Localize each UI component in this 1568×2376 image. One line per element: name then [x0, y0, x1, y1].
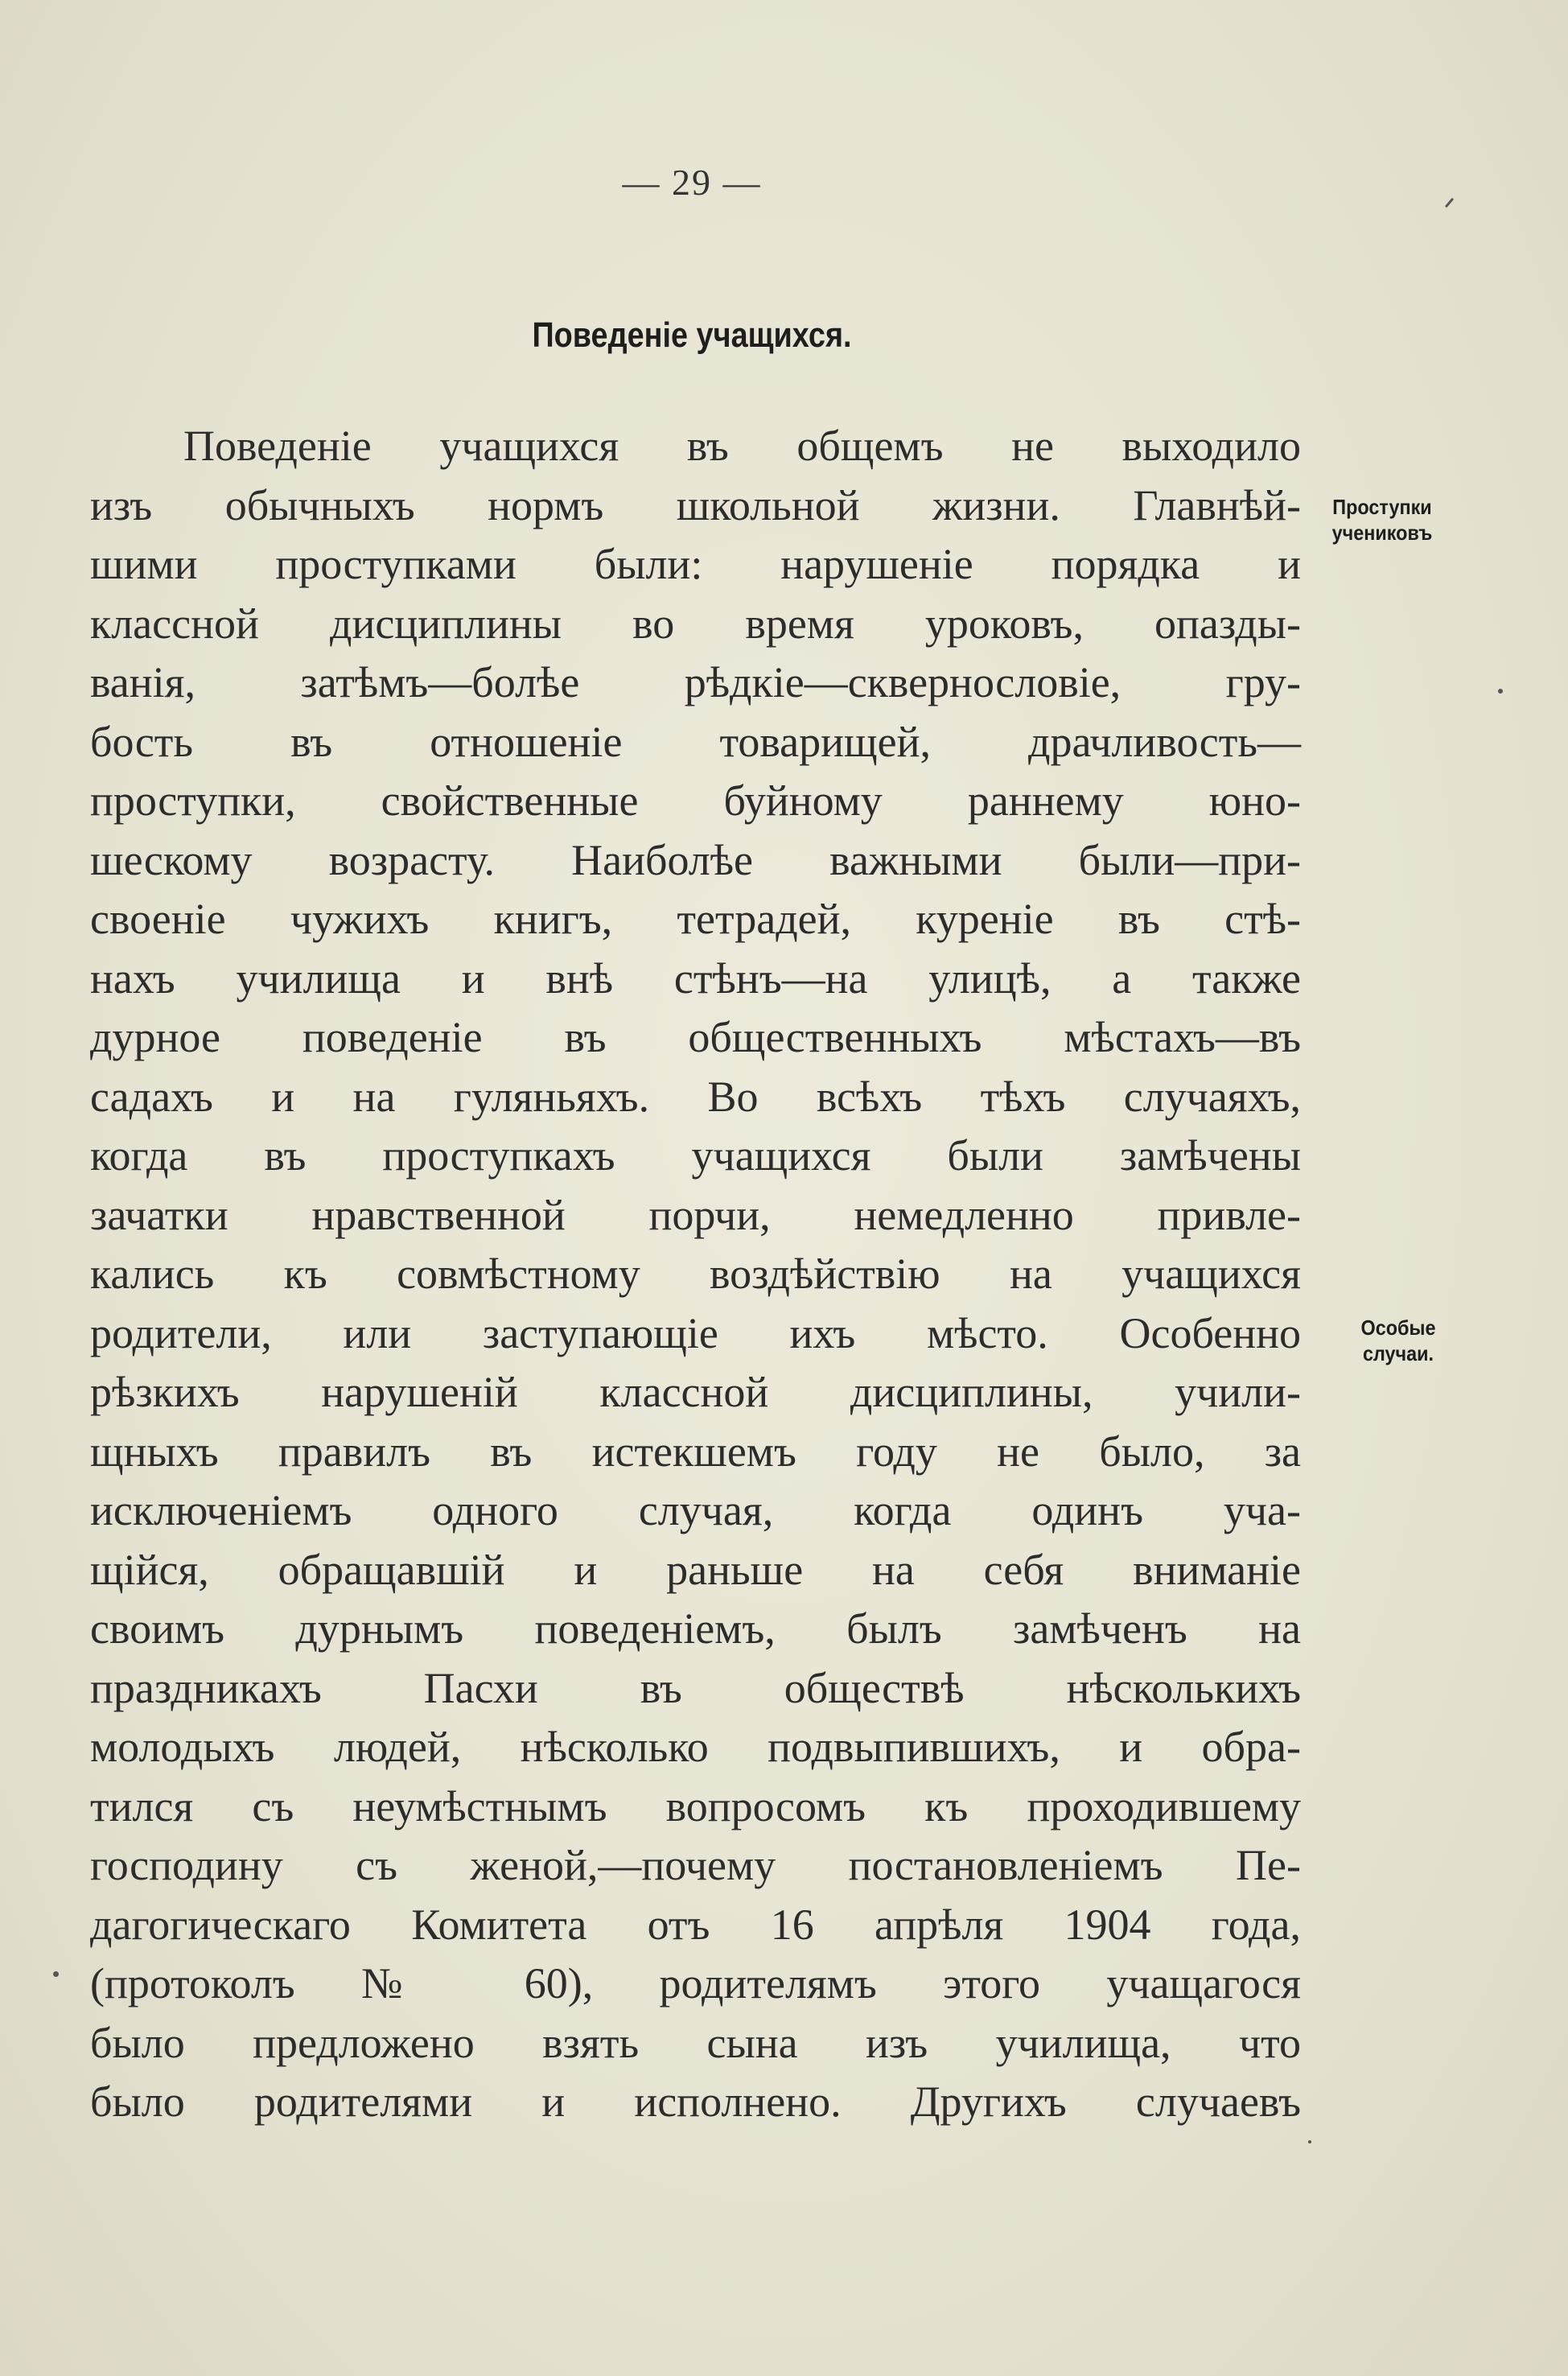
page-number: — 29 — — [622, 162, 762, 203]
margin-note-line: Особые — [1360, 1316, 1436, 1340]
text-line: нахъ училища и внѣ стѣнъ—на улицѣ, а также — [90, 953, 1301, 1003]
body-paragraph — [90, 417, 1301, 2132]
margin-note-line: случаи. — [1362, 1341, 1434, 1365]
margin-note-line: учениковъ — [1331, 521, 1433, 545]
text-line: праздникахъ Пасхи въ обществѣ нѣсколькихъ — [90, 1663, 1301, 1712]
text-line: щныхъ правилъ въ истекшемъ году не было, за — [90, 1427, 1301, 1476]
text-line: кались къ совмѣстному воздѣйствiю на учащихся — [90, 1250, 1301, 1298]
margin-note-special-cases — [1333, 1315, 1463, 1366]
text-line: ванія, затѣмъ—болѣе рѣдкiе—сквернословiе, гру- — [90, 658, 1301, 706]
section-title: Поведенie учащихся. — [532, 315, 852, 355]
text-line: было предложено взять сына изъ училища, что — [90, 2018, 1301, 2067]
text-line: дурное поведенiе въ общественныхъ мѣстахъ—въ — [90, 1013, 1301, 1061]
text-line: дагогическаго Комитета отъ 16 апрѣля 1904 года, — [90, 1900, 1301, 1949]
text-line: бость въ отношенiе товарищей, драчливость— — [90, 717, 1301, 766]
text-line: (протоколъ № 60), родителямъ этого учащагося — [90, 1959, 1301, 2007]
margin-note-misconduct — [1317, 494, 1447, 546]
paper-speck — [1445, 198, 1454, 208]
text-line: садахъ и на гуляньяхъ. Во всѣхъ тѣхъ случаяхъ, — [90, 1072, 1301, 1121]
text-line: тился съ неумѣстнымъ вопросомъ къ проходившему — [90, 1781, 1301, 1830]
text-line: исключенiемъ одного случая, когда одинъ уча- — [90, 1486, 1301, 1534]
text-line: когда въ проступкахъ учащихся были замѣчены — [90, 1131, 1301, 1180]
text-line: проступки, свойственные буйному раннему юно- — [90, 776, 1301, 825]
text-line: родители, или заступающiе ихъ мѣсто. Особенно — [90, 1308, 1301, 1357]
text-line: шими проступками были: нарушенiе порядка и — [90, 540, 1301, 588]
text-line: зачатки нравственной порчи, немедленно привле- — [90, 1190, 1301, 1239]
text-line: молодыхъ людей, нѣсколько подвыпившихъ, и обра- — [90, 1723, 1301, 1771]
paper-speck — [1498, 689, 1503, 694]
text-line: изъ обычныхъ нормъ школьной жизни. Главнѣй- — [90, 480, 1301, 529]
text-line: своенiе чужихъ книгъ, тетрадей, куренiе въ стѣ- — [90, 895, 1301, 943]
paper-speck — [1308, 2140, 1311, 2143]
text-line: Поведенiе учащихся въ общемъ не выходило — [183, 422, 1301, 470]
text-line: шескому возрасту. Наиболѣе важными были—при- — [90, 835, 1301, 884]
text-line: было родителями и исполнено. Другихъ случаевъ — [90, 2077, 1301, 2126]
text-line: своимъ дурнымъ поведенiемъ, былъ замѣченъ на — [90, 1604, 1301, 1653]
margin-note-line: Проступки — [1332, 495, 1432, 519]
text-line: щiйся, обращавшiй и раньше на себя вниманiе — [90, 1545, 1301, 1594]
text-line: рѣзкихъ нарушенiй классной дисциплины, учили- — [90, 1368, 1301, 1416]
text-line: классной дисциплины во время уроковъ, опазды- — [90, 599, 1301, 648]
text-line: господину съ женой,—почему постановленiемъ Пе- — [90, 1841, 1301, 1889]
paper-speck — [53, 1971, 59, 1977]
